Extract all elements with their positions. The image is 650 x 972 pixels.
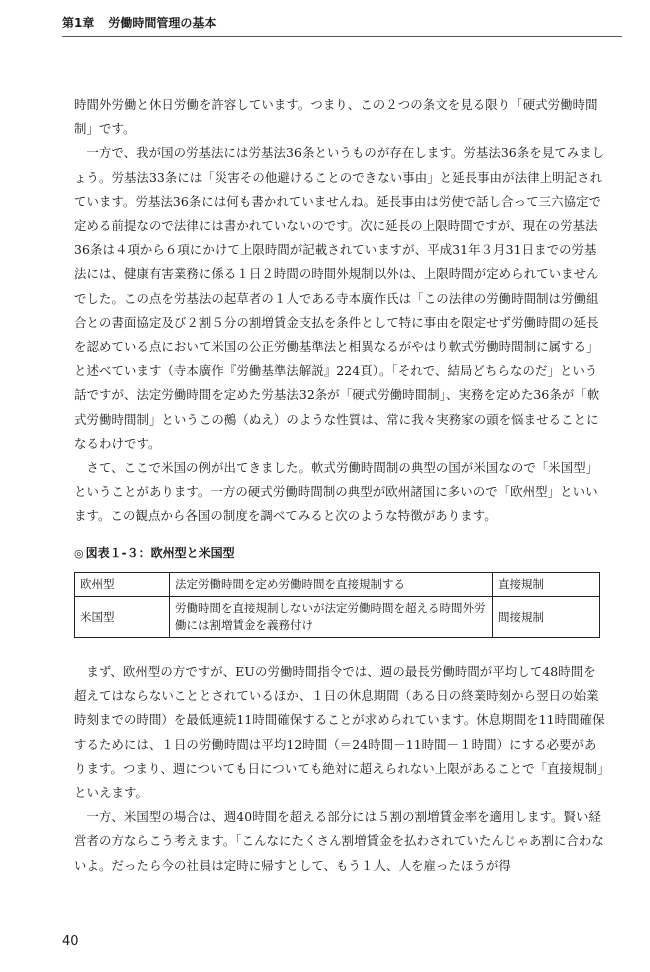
row-label: 欧州型: [75, 573, 170, 597]
table-row: [75, 573, 600, 597]
table-row: [75, 597, 600, 638]
running-header: [62, 10, 622, 37]
paragraph: 一方、米国型の場合は、週40時間を超える部分には５割の割増賃金率を適用します。賢い経営者の方ならこう考えます。「こんなにたくさん割増賃金を払わされていたんじゃあ割に合わないよ。だったら今の社員は定時に帰すとして、もう１人、人を雇ったほうが得: [74, 809, 604, 873]
chapter-title: 労働時間管理の基本: [108, 16, 217, 30]
paragraph: さて、ここで米国の例が出てきました。軟式労働時間制の典型の国が米国なので「米国型」ということがあります。一方の硬式労働時間制の典型が欧州諸国に多いので「欧州型」といいます。この観点から各国の制度を調べてみると次のような特徴があります。: [74, 460, 599, 524]
paragraph: 一方で、我が国の労基法には労基法36条というものが存在します。労基法36条を見てみましょう。労基法33条には「災害その他避けることのできない事由」と延長事由が法律上明記されています。労基法36条には何も書かれていませんね。延長事由は労使で話し合って三六協定で定める前提なので法律には書かれていないのです。次に延長の上限時間ですが、現在の労基法36条は４項から６項にかけて上限時間が記載されていますが、平成31年３月31日までの労基法には、健康有害業務に係る１日２時間の時間外規制以外は、上限時間が定められていませんでした。この点を労基法の起草者の１人である寺本廣作氏は「この法律の労働時間制は労働組合との書面協定及び２割５分の割増賃金支払を条件として特に事由を限定せず労働時間の延長を認めている点において米国の公正労働基準法と相異なるがやはり軟式労働時間制に属する」と述べています（寺本廣作『労働基準法解説』224頁）。「それで、結局どちらなのだ」という話ですが、法定労働時間を定めた労基法32条が「硬式労働時間制」、実務を定めた36条が「軟式労働時間制」というこの鵺（ぬえ）のような性質は、常に我々実務家の頭を悩ませることになるわけです。: [74, 145, 605, 451]
figure-bullet-icon: ◎: [74, 547, 84, 560]
comparison-table: [74, 572, 600, 638]
row-description: 法定労働時間を定め労働時間を直接規制する: [170, 573, 493, 597]
body-text-lower: [74, 660, 606, 878]
body-text-upper: [74, 93, 606, 529]
row-description: 労働時間を直接規制しないが法定労働時間を超える時間外労働には割増賃金を義務付け: [170, 597, 493, 638]
paragraph: 時間外労働と休日労働を許容しています。つまり、この２つの条文を見る限り「硬式労働時間制」です。: [74, 97, 598, 137]
paragraph: まず、欧州型の方ですが、EUの労働時間指令では、週の最長労働時間が平均して48時間を超えてはならないこととされているほか、１日の休息期間（ある日の終業時刻から翌日の始業時刻までの時間）を最低連続11時間確保することが求められています。休息期間を11時間確保するためには、１日の労働時間は平均12時間（＝24時間－11時間－１時間）にする必要があります。つまり、週についても日についても絶対に超えられない上限があることで「直接規制」といえます。: [74, 664, 605, 801]
row-kind: 間接規制: [493, 597, 600, 638]
row-label: 米国型: [75, 597, 170, 638]
chapter-label: 第1章: [62, 16, 95, 30]
figure-title: ◎ 図表１-３：欧州型と米国型: [74, 546, 235, 560]
page-number: 40: [62, 934, 79, 949]
row-kind: 直接規制: [493, 573, 600, 597]
